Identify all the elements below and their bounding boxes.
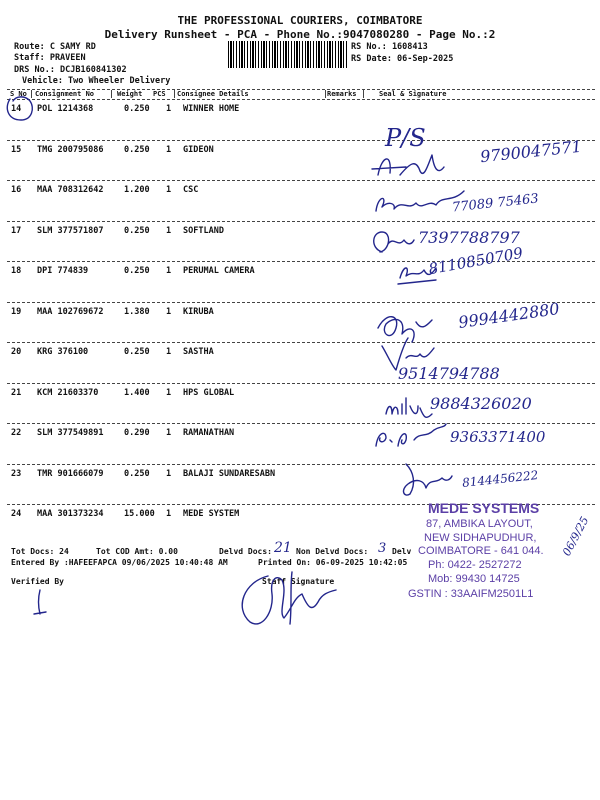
signature-row-23 (396, 458, 456, 502)
circle-mark (4, 94, 38, 124)
row-weight: 1.380 (124, 306, 150, 317)
stamp-phone: Ph: 0422- 2527272 (428, 559, 522, 571)
entered-by: Entered By :HAFEEFAPCA 09/06/2025 10:40:48 AM (11, 558, 228, 567)
staff-signature-label: Staff Signature (262, 577, 335, 586)
signature-row-17 (368, 226, 418, 260)
col-consignment: Consignment No (35, 90, 95, 98)
staff-signature (232, 568, 342, 632)
stamp-address-line1: 87, AMBIKA LAYOUT, (426, 518, 533, 530)
row-consignment-no: MAA 708312642 (37, 185, 104, 195)
handwritten-phone-23: 8144456222 (461, 468, 539, 490)
row-consignment-no: DPI 774839 (37, 266, 89, 276)
row-sno: 22 (11, 428, 22, 438)
handwritten-stamp-date: 06/9/25 (560, 514, 592, 559)
row-sno: 21 (11, 387, 22, 398)
signature-row-22 (370, 420, 450, 454)
row-sno: 16 (11, 185, 22, 195)
table-row (7, 100, 595, 141)
table-top-rule (7, 89, 595, 90)
row-consignee: MEDE SYSTEM (183, 509, 240, 519)
stamp-address-line3: COIMBATORE - 641 044. (418, 545, 544, 557)
vehicle-label: Vehicle: Two Wheeler Delivery (22, 76, 171, 86)
row-consignee: BALAJI SUNDARESABN (183, 468, 276, 479)
row-weight: 1.200 (124, 185, 150, 195)
row-consignment-no: SLM 377571807 (37, 225, 104, 236)
row-weight: 15.000 (124, 509, 155, 519)
row-weight: 0.250 (124, 144, 150, 155)
handwritten-phone-17: 7397788797 (418, 228, 520, 247)
handwritten-phone-15: 9790047571 (479, 136, 583, 167)
row-consignment-no: SLM 377549891 (37, 428, 104, 438)
row-sno: 19 (11, 306, 22, 317)
row-weight: 0.290 (124, 428, 150, 438)
row-weight: 0.250 (124, 225, 150, 236)
col-divider (325, 90, 326, 98)
row-pcs: 1 (166, 266, 172, 276)
row-sno: 17 (11, 225, 22, 236)
row-consignment-no: MAA 301373234 (37, 509, 104, 519)
row-sno: 24 (11, 509, 22, 519)
non-delivered-docs-count: 3 (378, 541, 387, 556)
table-row (7, 262, 595, 303)
total-docs: Tot Docs: 24 (11, 547, 69, 556)
company-title: THE PROFESSIONAL COURIERS, COIMBATORE (177, 14, 423, 27)
row-consignee: SASTHA (183, 347, 214, 357)
row-consignee: RAMANATHAN (183, 428, 235, 438)
row-consignee: WINNER HOME (183, 104, 240, 114)
col-weight: Weight (117, 90, 143, 98)
row-pcs: 1 (166, 509, 172, 519)
handwritten-ps: P/S (385, 124, 426, 152)
row-consignee: PERUMAL CAMERA (183, 266, 255, 276)
row-consignee: SOFTLAND (183, 225, 224, 236)
stamp-address-line2: NEW SIDHAPUDHUR, (424, 532, 537, 544)
col-consignee: Consignee Details (177, 90, 249, 98)
row-weight: 0.250 (124, 266, 150, 276)
col-seal: Seal & Signature (379, 90, 447, 98)
stamp-company-name: MEDE SYSTEMS (428, 500, 540, 516)
signature-row-15 (370, 145, 470, 190)
row-pcs: 1 (166, 387, 172, 398)
row-consignment-no: POL 1214368 (37, 104, 94, 114)
row-pcs: 1 (166, 347, 172, 357)
row-consignment-no: KRG 376100 (37, 347, 89, 357)
row-pcs: 1 (166, 306, 172, 317)
row-sno: 23 (11, 468, 22, 479)
row-consignment-no: TMG 200795086 (37, 144, 104, 155)
non-delivered-docs-label: Non Delvd Docs: (296, 547, 369, 556)
col-divider (174, 90, 175, 98)
col-pcs: PCS (153, 90, 166, 98)
barcode (228, 41, 347, 68)
drs-number: DRS No.: DCJB160841302 (14, 65, 127, 75)
col-divider (363, 90, 364, 98)
handwritten-phone-21: 9884326020 (430, 394, 532, 413)
col-sno: S No (10, 90, 27, 98)
printed-on: Printed On: 06-09-2025 10:42:05 (258, 558, 408, 567)
row-consignee: KIRUBA (183, 306, 214, 317)
col-remarks: Remarks (327, 90, 357, 98)
stamp-gstin: GSTIN : 33AAIFM2501L1 (408, 588, 534, 600)
row-pcs: 1 (166, 468, 172, 479)
row-consignee: HPS GLOBAL (183, 387, 235, 398)
row-sno: 18 (11, 266, 22, 276)
handwritten-phone-19: 9994442880 (457, 299, 561, 332)
row-weight: 0.250 (124, 104, 150, 114)
row-sno: 14 (11, 104, 22, 114)
rs-number: RS No.: 1608413 (351, 42, 428, 52)
delv-label: Delv (392, 547, 412, 556)
row-consignment-no: TMR 901666079 (37, 468, 104, 479)
row-pcs: 1 (166, 185, 172, 195)
handwritten-phone-18: 8110850709 (427, 243, 525, 279)
handwritten-phone-16: 77089 75463 (451, 191, 540, 216)
stamp-mobile: Mob: 99430 14725 (428, 573, 520, 585)
row-pcs: 1 (166, 225, 172, 236)
row-consignment-no: KCM 21603370 (37, 387, 99, 398)
handwritten-phone-20: 9514794788 (398, 364, 500, 383)
delivered-docs-count: 21 (274, 540, 292, 556)
runsheet-subtitle: Delivery Runsheet - PCA - Phone No.:9047080280 - Page No.:2 (104, 28, 496, 41)
rs-date: RS Date: 06-Sep-2025 (351, 54, 454, 64)
route-label: Route: C SAMY RD (14, 42, 96, 52)
row-weight: 1.400 (124, 387, 150, 398)
row-pcs: 1 (166, 144, 172, 155)
total-cod-amount: Tot COD Amt: 0.00 (96, 547, 178, 556)
row-pcs: 1 (166, 104, 172, 114)
col-divider (111, 90, 112, 98)
table-row (7, 343, 595, 384)
staff-label: Staff: PRAVEEN (14, 53, 86, 63)
delivered-docs-label: Delvd Docs: (219, 547, 272, 556)
handwritten-phone-22: 9363371400 (450, 428, 546, 446)
row-sno: 20 (11, 347, 22, 357)
verified-by-label: Verified By (11, 577, 64, 586)
row-consignee: GIDEON (183, 144, 214, 155)
row-sno: 15 (11, 144, 22, 155)
row-consignee: CSC (183, 185, 199, 195)
row-weight: 0.250 (124, 347, 150, 357)
verified-by-signature (30, 588, 50, 618)
row-weight: 0.250 (124, 468, 150, 479)
row-consignment-no: MAA 102769672 (37, 306, 104, 317)
row-pcs: 1 (166, 428, 172, 438)
